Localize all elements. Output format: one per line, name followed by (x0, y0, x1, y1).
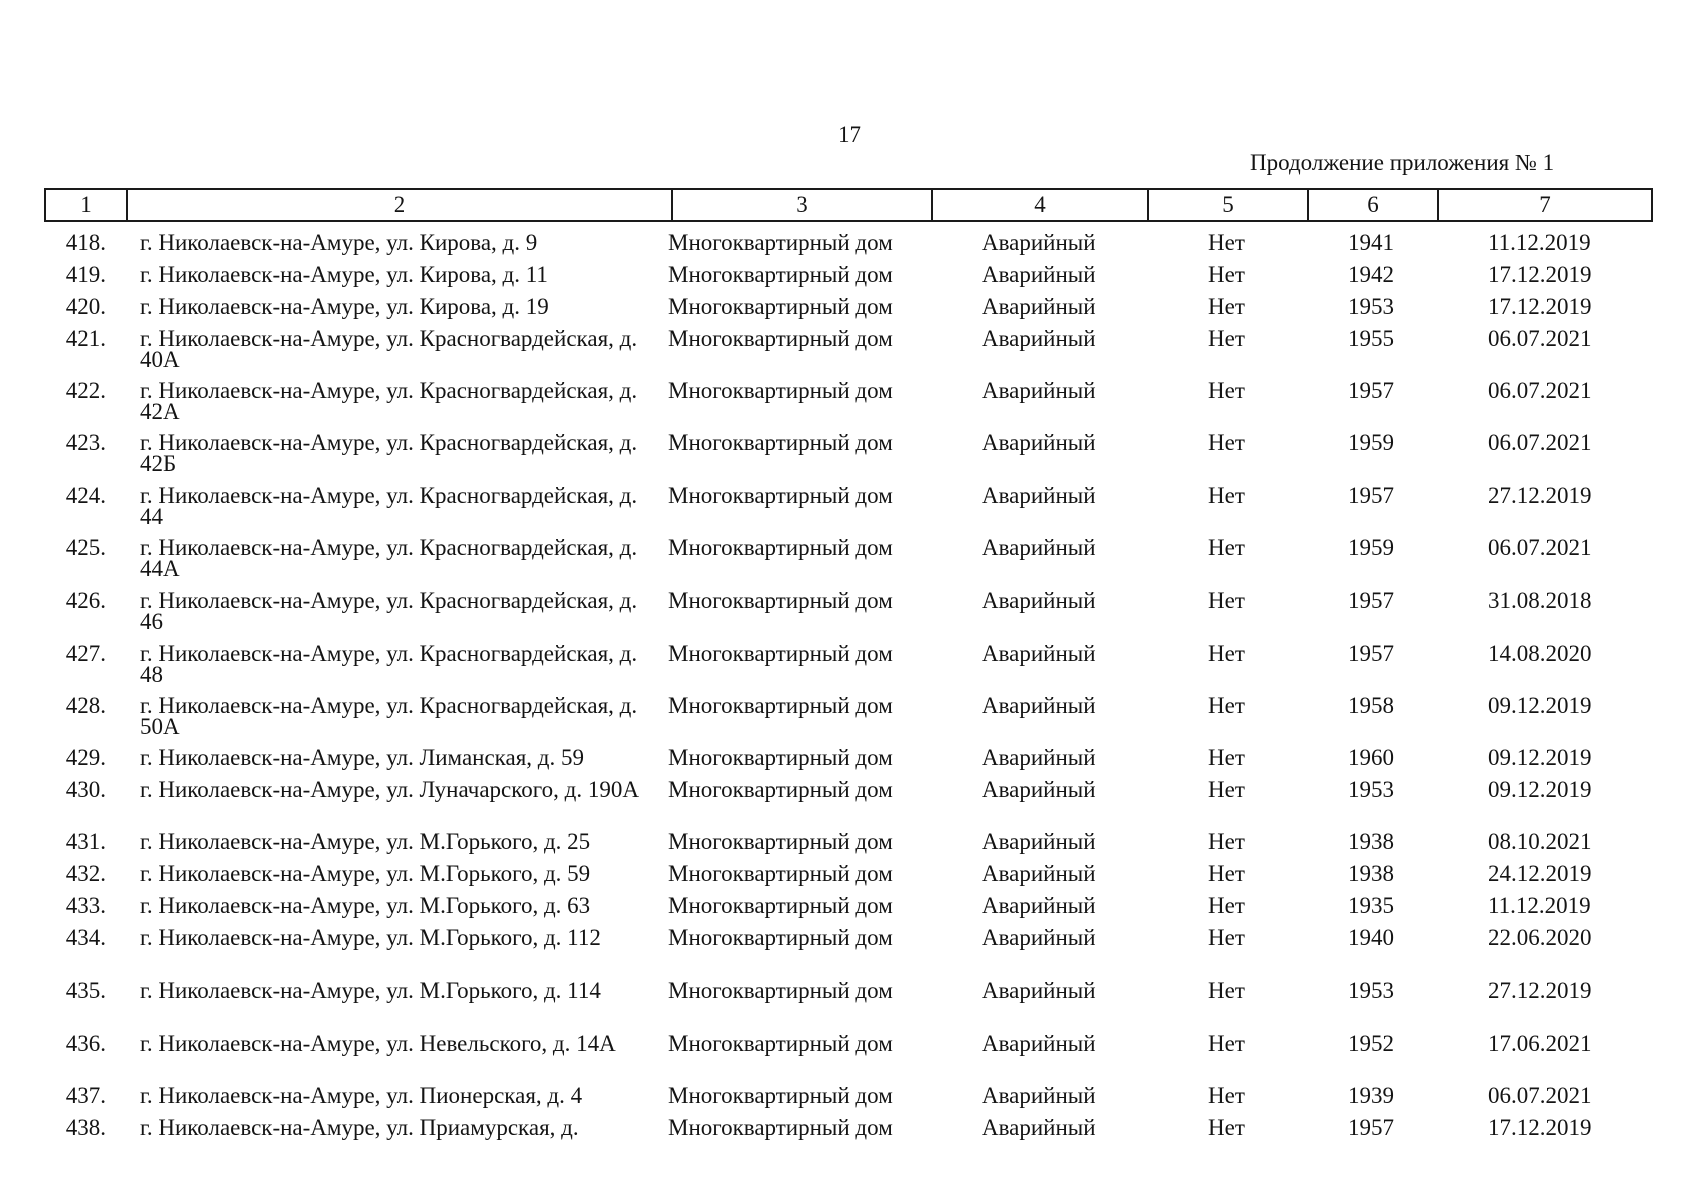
year-cell: 1952 (1348, 1031, 1394, 1056)
date-cell: 31.08.2018 (1488, 588, 1592, 613)
row-number: 429. (65, 745, 106, 770)
date-cell: 17.12.2019 (1488, 262, 1592, 287)
year-cell: 1957 (1348, 1115, 1394, 1140)
date-cell: 27.12.2019 (1488, 978, 1592, 1003)
year-cell: 1957 (1348, 588, 1394, 613)
row-number: 437. (65, 1083, 106, 1108)
row-number: 431. (65, 829, 106, 854)
year-cell: 1957 (1348, 483, 1394, 508)
status-cell: Аварийный (982, 693, 1096, 718)
building-type-cell: Многоквартирный дом (668, 978, 893, 1003)
column-header-1: 1 (45, 189, 127, 221)
status-cell: Аварийный (982, 777, 1096, 802)
year-cell: 1938 (1348, 829, 1394, 854)
year-cell: 1955 (1348, 326, 1394, 351)
row-number: 426. (65, 588, 106, 613)
date-cell: 09.12.2019 (1488, 777, 1592, 802)
building-type-cell: Многоквартирный дом (668, 483, 893, 508)
status-cell: Аварийный (982, 483, 1096, 508)
row-number: 436. (65, 1031, 106, 1056)
building-type-cell: Многоквартирный дом (668, 641, 893, 666)
flag-cell: Нет (1208, 1083, 1245, 1108)
row-number: 424. (65, 483, 106, 508)
year-cell: 1953 (1348, 978, 1394, 1003)
status-cell: Аварийный (982, 326, 1096, 351)
year-cell: 1938 (1348, 861, 1394, 886)
row-number: 438. (65, 1115, 106, 1140)
address-cell: г. Николаевск-на-Амуре, ул. Невельского, д. 14А (140, 1031, 616, 1056)
column-header-3: 3 (672, 189, 932, 221)
flag-cell: Нет (1208, 978, 1245, 1003)
row-number: 421. (65, 326, 106, 351)
address-cell: г. Николаевск-на-Амуре, ул. Приамурская, д. (140, 1115, 579, 1140)
flag-cell: Нет (1208, 893, 1245, 918)
date-cell: 11.12.2019 (1488, 893, 1591, 918)
building-type-cell: Многоквартирный дом (668, 588, 893, 613)
address-cell: г. Николаевск-на-Амуре, ул. М.Горького, д. 112 (140, 925, 601, 950)
page-number: 17 (838, 122, 861, 147)
row-number: 433. (65, 893, 106, 918)
year-cell: 1942 (1348, 262, 1394, 287)
building-type-cell: Многоквартирный дом (668, 230, 893, 255)
address-cell: г. Николаевск-на-Амуре, ул. Пионерская, д. 4 (140, 1083, 583, 1108)
status-cell: Аварийный (982, 745, 1096, 770)
building-type-cell: Многоквартирный дом (668, 378, 893, 403)
year-cell: 1939 (1348, 1083, 1394, 1108)
year-cell: 1960 (1348, 745, 1394, 770)
address-cell: г. Николаевск-на-Амуре, ул. Красногвардейская, д. 50А (140, 693, 638, 739)
row-number: 434. (65, 925, 106, 950)
flag-cell: Нет (1208, 430, 1245, 455)
year-cell: 1940 (1348, 925, 1394, 950)
status-cell: Аварийный (982, 893, 1096, 918)
column-header-5: 5 (1148, 189, 1308, 221)
row-number: 428. (65, 693, 106, 718)
flag-cell: Нет (1208, 294, 1245, 319)
column-header-2: 2 (127, 189, 672, 221)
year-cell: 1953 (1348, 294, 1394, 319)
column-header-7: 7 (1438, 189, 1652, 221)
date-cell: 09.12.2019 (1488, 745, 1592, 770)
column-header-6: 6 (1308, 189, 1438, 221)
status-cell: Аварийный (982, 641, 1096, 666)
year-cell: 1957 (1348, 378, 1394, 403)
status-cell: Аварийный (982, 1083, 1096, 1108)
column-header-4: 4 (932, 189, 1148, 221)
address-cell: г. Николаевск-на-Амуре, ул. Луначарского, д. 190А (140, 777, 639, 802)
date-cell: 08.10.2021 (1488, 829, 1592, 854)
flag-cell: Нет (1208, 326, 1245, 351)
flag-cell: Нет (1208, 641, 1245, 666)
date-cell: 17.06.2021 (1488, 1031, 1592, 1056)
building-type-cell: Многоквартирный дом (668, 861, 893, 886)
date-cell: 06.07.2021 (1488, 378, 1592, 403)
address-cell: г. Николаевск-на-Амуре, ул. Кирова, д. 9 (140, 230, 538, 255)
date-cell: 17.12.2019 (1488, 294, 1592, 319)
building-type-cell: Многоквартирный дом (668, 1083, 893, 1108)
continuation-label: Продолжение приложения № 1 (1250, 150, 1555, 175)
building-type-cell: Многоквартирный дом (668, 294, 893, 319)
address-cell: г. Николаевск-на-Амуре, ул. Красногвардейская, д. 44 (140, 483, 638, 529)
flag-cell: Нет (1208, 262, 1245, 287)
flag-cell: Нет (1208, 777, 1245, 802)
year-cell: 1953 (1348, 777, 1394, 802)
flag-cell: Нет (1208, 861, 1245, 886)
address-cell: г. Николаевск-на-Амуре, ул. М.Горького, д. 59 (140, 861, 591, 886)
row-number: 420. (65, 294, 106, 319)
building-type-cell: Многоквартирный дом (668, 326, 893, 351)
status-cell: Аварийный (982, 294, 1096, 319)
column-number-header (44, 188, 1653, 222)
address-cell: г. Николаевск-на-Амуре, ул. Красногвардейская, д. 46 (140, 588, 638, 634)
building-type-cell: Многоквартирный дом (668, 535, 893, 560)
date-cell: 27.12.2019 (1488, 483, 1592, 508)
row-number: 423. (65, 430, 106, 455)
date-cell: 24.12.2019 (1488, 861, 1592, 886)
address-cell: г. Николаевск-на-Амуре, ул. Красногвардейская, д. 42А (140, 378, 638, 424)
year-cell: 1957 (1348, 641, 1394, 666)
year-cell: 1959 (1348, 430, 1394, 455)
row-number: 422. (65, 378, 106, 403)
date-cell: 22.06.2020 (1488, 925, 1592, 950)
flag-cell: Нет (1208, 230, 1245, 255)
building-type-cell: Многоквартирный дом (668, 430, 893, 455)
row-number: 418. (65, 230, 106, 255)
date-cell: 09.12.2019 (1488, 693, 1592, 718)
date-cell: 06.07.2021 (1488, 430, 1592, 455)
address-cell: г. Николаевск-на-Амуре, ул. Красногвардейская, д. 40А (140, 326, 638, 372)
address-cell: г. Николаевск-на-Амуре, ул. М.Горького, д. 114 (140, 978, 601, 1003)
date-cell: 06.07.2021 (1488, 326, 1592, 351)
status-cell: Аварийный (982, 262, 1096, 287)
status-cell: Аварийный (982, 829, 1096, 854)
building-type-cell: Многоквартирный дом (668, 1115, 893, 1140)
status-cell: Аварийный (982, 861, 1096, 886)
status-cell: Аварийный (982, 535, 1096, 560)
status-cell: Аварийный (982, 978, 1096, 1003)
row-number: 425. (65, 535, 106, 560)
year-cell: 1941 (1348, 230, 1394, 255)
address-cell: г. Николаевск-на-Амуре, ул. Красногвардейская, д. 44А (140, 535, 638, 581)
flag-cell: Нет (1208, 693, 1245, 718)
flag-cell: Нет (1208, 745, 1245, 770)
row-number: 427. (65, 641, 106, 666)
flag-cell: Нет (1208, 535, 1245, 560)
address-cell: г. Николаевск-на-Амуре, ул. Красногвардейская, д. 42Б (140, 430, 638, 476)
address-cell: г. Николаевск-на-Амуре, ул. Лиманская, д. 59 (140, 745, 584, 770)
building-type-cell: Многоквартирный дом (668, 829, 893, 854)
address-cell: г. Николаевск-на-Амуре, ул. Кирова, д. 11 (140, 262, 548, 287)
row-number: 419. (65, 262, 106, 287)
date-cell: 14.08.2020 (1488, 641, 1592, 666)
flag-cell: Нет (1208, 1031, 1245, 1056)
year-cell: 1935 (1348, 893, 1394, 918)
flag-cell: Нет (1208, 1115, 1245, 1140)
year-cell: 1959 (1348, 535, 1394, 560)
status-cell: Аварийный (982, 230, 1096, 255)
row-number: 430. (65, 777, 106, 802)
row-number: 435. (65, 978, 106, 1003)
building-type-cell: Многоквартирный дом (668, 1031, 893, 1056)
flag-cell: Нет (1208, 829, 1245, 854)
status-cell: Аварийный (982, 1031, 1096, 1056)
address-cell: г. Николаевск-на-Амуре, ул. М.Горького, д. 25 (140, 829, 591, 854)
building-type-cell: Многоквартирный дом (668, 262, 893, 287)
building-type-cell: Многоквартирный дом (668, 693, 893, 718)
date-cell: 11.12.2019 (1488, 230, 1591, 255)
status-cell: Аварийный (982, 1115, 1096, 1140)
status-cell: Аварийный (982, 430, 1096, 455)
address-cell: г. Николаевск-на-Амуре, ул. Кирова, д. 19 (140, 294, 549, 319)
flag-cell: Нет (1208, 925, 1245, 950)
date-cell: 06.07.2021 (1488, 535, 1592, 560)
flag-cell: Нет (1208, 483, 1245, 508)
status-cell: Аварийный (982, 378, 1096, 403)
address-cell: г. Николаевск-на-Амуре, ул. Красногвардейская, д. 48 (140, 641, 638, 687)
row-number: 432. (65, 861, 106, 886)
date-cell: 06.07.2021 (1488, 1083, 1592, 1108)
status-cell: Аварийный (982, 588, 1096, 613)
status-cell: Аварийный (982, 925, 1096, 950)
date-cell: 17.12.2019 (1488, 1115, 1592, 1140)
building-type-cell: Многоквартирный дом (668, 893, 893, 918)
flag-cell: Нет (1208, 378, 1245, 403)
year-cell: 1958 (1348, 693, 1394, 718)
building-type-cell: Многоквартирный дом (668, 925, 893, 950)
address-cell: г. Николаевск-на-Амуре, ул. М.Горького, д. 63 (140, 893, 591, 918)
building-type-cell: Многоквартирный дом (668, 777, 893, 802)
flag-cell: Нет (1208, 588, 1245, 613)
building-type-cell: Многоквартирный дом (668, 745, 893, 770)
